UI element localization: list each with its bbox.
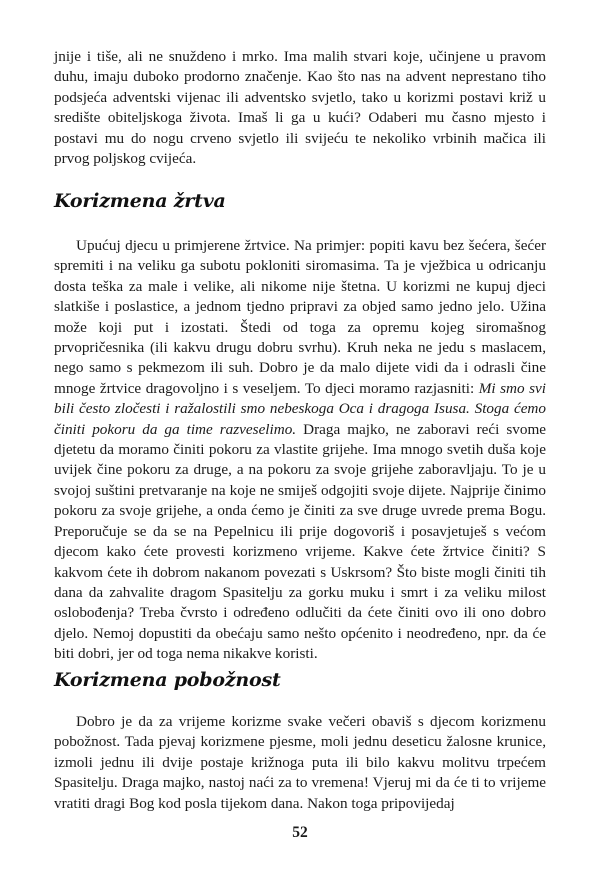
section-heading-korizmena-poboznost: Korizmena pobožnost <box>54 669 281 691</box>
section-heading-korizmena-zrtva: Korizmena žrtva <box>54 190 226 212</box>
paragraph-text-start: Upućuj djecu u primjerene žrtvice. Na primjer: popiti kavu bez šećera, šećer spremiti i na veliku ga subotu pokloniti siromasima. Ta je vježbica u odricanju dosta teška za male i velike, ali nikome nije štetna. U korizmi ne kupuj djeci slatkiše i poslastice, a jednom tjedno pripravi za objed samo jedno jelo. Užina može koji put i izostati. Štedi od toga za opremu kojeg siromašnog prvopričesnika (ili kakvu drugu dobru svrhu). Kruh neka ne jedu s maslacem, nego samo s pekmezom ili suh. Dobro je da malo dijete vidi da i odrasli čine mnoge žrtvice dragovoljno i s veseljem. To djeci moramo razjasniti: <box>54 237 546 397</box>
paragraph-text-end: Draga majko, ne zaboravi reći svome djetetu da moramo činiti pokoru za vlastite grijehe. Ima mnogo svetih duša koje uvijek čine pokoru za druge, a na pokoru za svoje grijehe zaboravljaju. To je u svojoj suštini pretvaranje na koje ne smiješ odgojiti svoje dijete. Najprije činimo pokoru za svoje grijehe, a onda ćemo je činiti za sve druge uvrede prema Bogu. Preporučuje se da se na Pepelnicu ili prije dogovoriš i posavjetuješ s većom djecom kako ćete provesti korizmeno vrijeme. Kakve ćete žrtvice činiti? S kakvom ćete ih dobrom nakanom povezati s Uskrsom? Što biste mogli činiti tih dana da zahvalite dragom Spasitelju za gorku muku i smrt i za veliku milost oslobođenja? Treba čvrsto i određeno odlučiti da ćete činiti ovo ili ono dobro djelo. Nemoj dopustiti da obećaju samo nešto općenito i neodređeno, npr. da će biti dobri, jer od toga nema nikakve koristi. <box>54 420 546 663</box>
top-paragraph: jnije i tiše, ali ne snuždeno i mrko. Ima malih stvari koje, učinjene u pravom duhu, imaju duboko prodorno značenje. Kao što nas na advent neprestano tiho podsjeća adventski vijenac ili adventsko svjetlo, tako u korizmi postavi križ u središte obiteljskoga života. Imaš li ga u kući? Odaberi mu časno mjesto i postavi mu do nogu crveno svjetlo ili svijeću te nekoliko vrbinih mačica ili prvog poljskog cvijeća. <box>54 48 546 168</box>
italic-quote: Mi smo svi bili često zločesti i ražalostili smo nebeskoga Oca i dragoga Isusa. Stoga ćemo činiti pokoru da ga time razveselimo. <box>54 379 546 438</box>
page-number: 52 <box>292 824 308 841</box>
section-paragraph-korizmena-zrtva <box>54 236 546 665</box>
section-paragraph-korizmena-poboznost: Dobro je da za vrijeme korizme svake večeri obaviš s djecom korizmenu pobožnost. Tada pjevaj korizmene pjesme, moli jednu deseticu žalosne krunice, izmoli jednu ili dvije postaje križnoga puta ili bilo kakvu molitvu trpećem Spasitelju. Draga majko, nastoj naći za to vremena! Vjeruj mi da će ti to vrijeme vratiti dragi Bog kod posla tijekom dana. Nakon toga pripovijedaj <box>54 713 546 812</box>
